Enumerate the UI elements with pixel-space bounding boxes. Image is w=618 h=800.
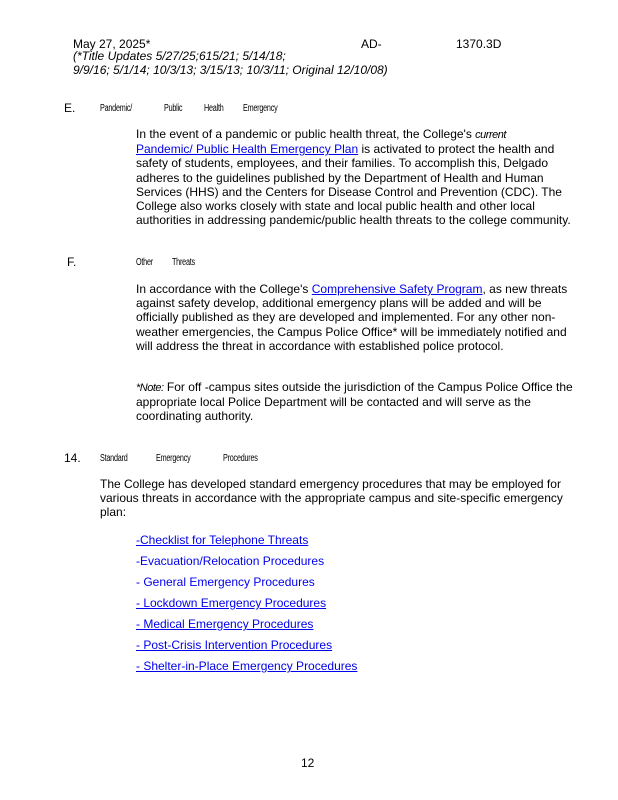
- section-e-title-word: Emergency: [243, 103, 278, 114]
- section-f-letter: F.: [67, 255, 77, 269]
- policy-prefix: AD-: [361, 37, 382, 51]
- section-f-title-word: Threats: [172, 257, 195, 268]
- header-date: May 27, 2025*: [73, 37, 151, 51]
- section-e-text-before: In the event of a pandemic or public health threat, the College's: [136, 127, 476, 141]
- section-14-number: 14.: [64, 451, 81, 465]
- procedure-link-telephone-threats[interactable]: -Checklist for Telephone Threats: [136, 533, 309, 547]
- procedure-link-evacuation[interactable]: -Evacuation/Relocation Procedures: [136, 554, 325, 568]
- section-e-title-word: Pandemic/: [100, 103, 133, 114]
- section-e-title-word: Public: [164, 103, 183, 114]
- procedure-link-post-crisis[interactable]: - Post-Crisis Intervention Procedures: [136, 638, 333, 652]
- section-e-italic: current: [475, 129, 506, 141]
- section-e-paragraph: [136, 127, 574, 227]
- section-14-title-word: Emergency: [156, 453, 191, 464]
- policy-number: 1370.3D: [456, 37, 502, 51]
- section-14-title-word: Procedures: [223, 453, 258, 464]
- section-e-title-word: Health: [204, 103, 224, 114]
- procedure-link-lockdown[interactable]: - Lockdown Emergency Procedures: [136, 596, 327, 610]
- note-label: *Note:: [136, 382, 164, 394]
- section-e-text-after: is activated to protect the health and safety of students, employees, and their families. To accomplish this, Delgado adheres to the guidelines published by the Department of Health and Human Services (HHS) and the Centers for Disease Control and Prevention (CDC). The College also works closely with state and local public health and other local authorities in addressing pandemic/public health threats to the college community.: [136, 142, 571, 228]
- section-f-title-word: Other: [136, 257, 153, 268]
- safety-program-link[interactable]: Comprehensive Safety Program: [311, 282, 483, 296]
- title-updates-line-2: 9/9/16; 5/1/14; 10/3/13; 3/15/13; 10/3/11; Original 12/10/08): [73, 63, 388, 77]
- title-updates: [73, 49, 393, 77]
- page-number: 12: [301, 756, 315, 770]
- pandemic-plan-link[interactable]: Pandemic/ Public Health Emergency Plan: [136, 142, 359, 157]
- section-14-paragraph: The College has developed standard emergency procedures that may be employed for various threats in accordance with the appropriate campus and site-specific emergency plan:: [100, 477, 563, 520]
- section-e-letter: E.: [64, 101, 76, 115]
- section-f-paragraph: [136, 282, 574, 353]
- section-f-text-before: In accordance with the College's: [136, 282, 312, 296]
- procedure-link-shelter-in-place[interactable]: - Shelter-in-Place Emergency Procedures: [136, 659, 358, 673]
- procedure-link-medical[interactable]: - Medical Emergency Procedures: [136, 617, 314, 631]
- procedure-link-general[interactable]: - General Emergency Procedures: [136, 575, 315, 589]
- section-f-note: [136, 380, 574, 424]
- title-updates-line-1: (*Title Updates 5/27/25;615/21; 5/14/18;: [73, 49, 286, 63]
- note-text: For off -campus sites outside the jurisdiction of the Campus Police Office the appropriate local Police Department will be contacted and will serve as the coordinating authority.: [136, 380, 573, 424]
- section-f-text-after: , as new threats against safety develop, additional emergency plans will be added and will be officially published as they are developed and implemented. For any other non-weather emergencies, the Campus Police Office* will be immediately notified and will address the threat in accordance with established police protocol.: [136, 282, 568, 353]
- procedures-list: [136, 533, 357, 680]
- section-14-title-word: Standard: [100, 453, 128, 464]
